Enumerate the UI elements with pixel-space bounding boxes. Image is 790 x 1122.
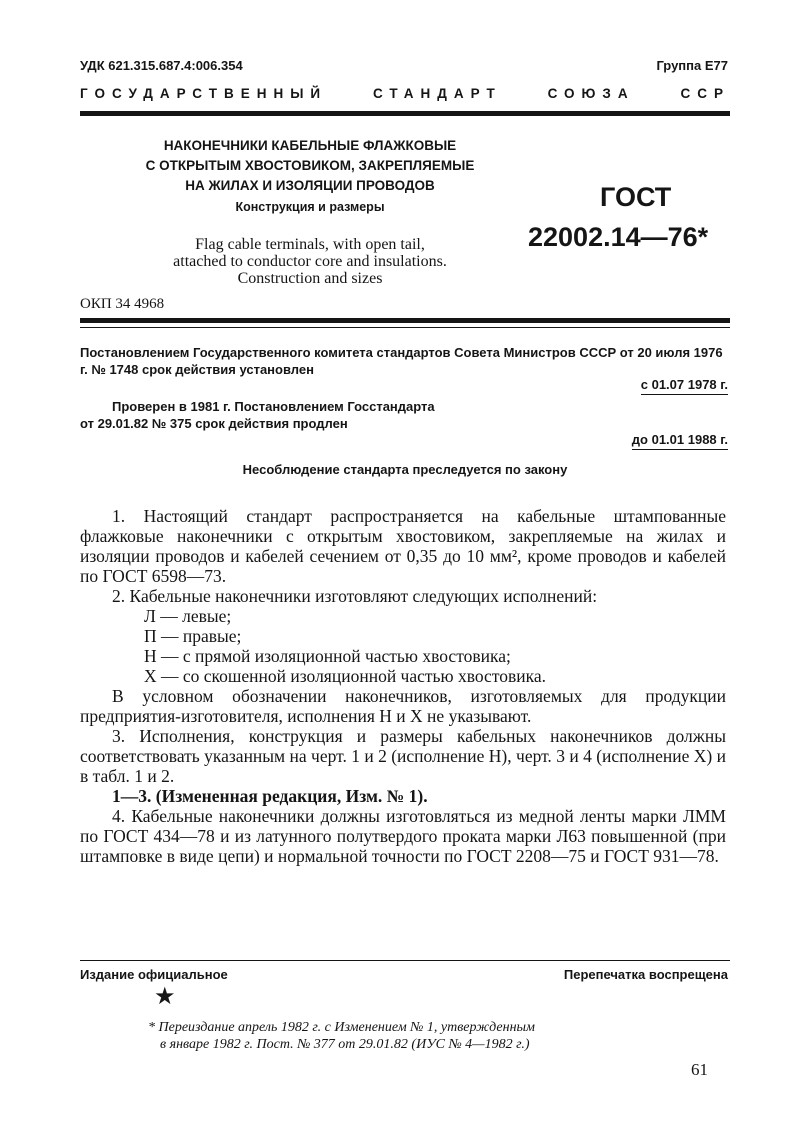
banner-word: СТАНДАРТ <box>372 86 502 101</box>
footer-rule <box>80 960 730 961</box>
official-edition: Издание официальное <box>80 967 228 982</box>
title-line: НАКОНЕЧНИКИ КАБЕЛЬНЫЕ ФЛАЖКОВЫЕ <box>163 138 457 153</box>
reprint-prohibited: Перепечатка воспрещена <box>563 967 728 982</box>
section-rule <box>80 318 730 323</box>
document-title <box>100 136 520 196</box>
title-line: НА ЖИЛАХ И ИЗОЛЯЦИИ ПРОВОДОВ <box>185 178 435 193</box>
list-item: Н — с прямой изоляционной частью хвостовика; <box>144 646 511 666</box>
law-notice: Несоблюдение стандарта преследуется по закону <box>242 462 568 477</box>
footnote-line: в январе 1982 г. Пост. № 377 от 29.01.82 (ИУС № 4—1982 г.) <box>160 1037 530 1052</box>
extended-date <box>632 432 728 450</box>
document-subtitle: Конструкция и размеры <box>235 200 385 214</box>
reissue-footnote <box>148 1019 668 1053</box>
decree-text: Постановлением Государственного комитета стандартов Совета Министров СССР от 20 июля 1976 г. № 1748 срок действия установлен <box>80 345 723 377</box>
body-text <box>80 506 726 866</box>
list-item: Л — левые; <box>144 606 232 626</box>
banner-word: ГОСУДАРСТВЕННЫЙ <box>80 86 328 101</box>
list-item: Х — со скошенной изоляционной частью хвостовика. <box>144 666 546 686</box>
okp-code: ОКП 34 4968 <box>80 296 165 312</box>
group-code: Группа Е77 <box>656 58 728 73</box>
paragraph: 2. Кабельные наконечники изготовляют следующих исполнений: <box>112 586 598 606</box>
section-rule-thin <box>80 327 730 328</box>
state-standard-banner <box>80 86 730 101</box>
revision-line: Проверен в 1981 г. Постановлением Госстандарта <box>112 399 435 414</box>
star-icon: ★ <box>154 984 176 1010</box>
paragraph: 4. Кабельные наконечники должны изготовляться из медной ленты марки ЛММ по ГОСТ 434—78 и из латунного полутвердого проката марки Л63 повышенной (при штамповке в виде цепи) и нормальной точности по ГОСТ 2208—75 и ГОСТ 931—78. <box>80 806 726 866</box>
effective-date-value: с 01.07 1978 г. <box>641 377 728 395</box>
effective-date <box>641 377 728 395</box>
amendment-note: 1—3. (Измененная редакция, Изм. № 1). <box>112 786 428 806</box>
banner-word: СОЮЗА <box>547 86 635 101</box>
title-line: С ОТКРЫТЫМ ХВОСТОВИКОМ, ЗАКРЕПЛЯЕМЫЕ <box>145 158 475 173</box>
revision-note <box>80 398 520 432</box>
gost-label: ГОСТ <box>600 182 672 212</box>
paragraph: В условном обозначении наконечников, изготовляемых для продукции предприятия-изготовителя, исполнения Н и Х не указывают. <box>80 686 726 726</box>
paragraph: 1. Настоящий стандарт распространяется на кабельные штампованные флажковые наконечники с открытым хвостовиком, закрепляемые на жилах и изоляции проводов и кабелей сечением от 0,35 до 10 мм², кроме проводов и кабелей по ГОСТ 6598—73. <box>80 506 726 586</box>
paragraph: 3. Исполнения, конструкция и размеры кабельных наконечников должны соответствовать указанным на черт. 1 и 2 (исполнение Н), черт. 3 и 4 (исполнение Х) и в табл. 1 и 2. <box>80 726 726 786</box>
page-number: 61 <box>691 1060 708 1079</box>
extended-date-value: до 01.01 1988 г. <box>632 432 728 450</box>
revision-line: от 29.01.82 № 375 срок действия продлен <box>80 416 348 431</box>
english-title-line: attached to conductor core and insulations. <box>173 253 447 270</box>
banner-word: ССР <box>680 86 730 101</box>
list-item: П — правые; <box>144 626 242 646</box>
english-title-line: Construction and sizes <box>237 270 383 287</box>
udk-code: УДК 621.315.687.4:006.354 <box>80 58 243 73</box>
footnote-line: * Переиздание апрель 1982 г. с Изменением № 1, утвержденным <box>148 1020 535 1035</box>
gost-number: 22002.14—76* <box>528 222 709 252</box>
header-rule <box>80 111 730 116</box>
english-title <box>100 236 520 287</box>
english-title-line: Flag cable terminals, with open tail, <box>195 236 425 253</box>
